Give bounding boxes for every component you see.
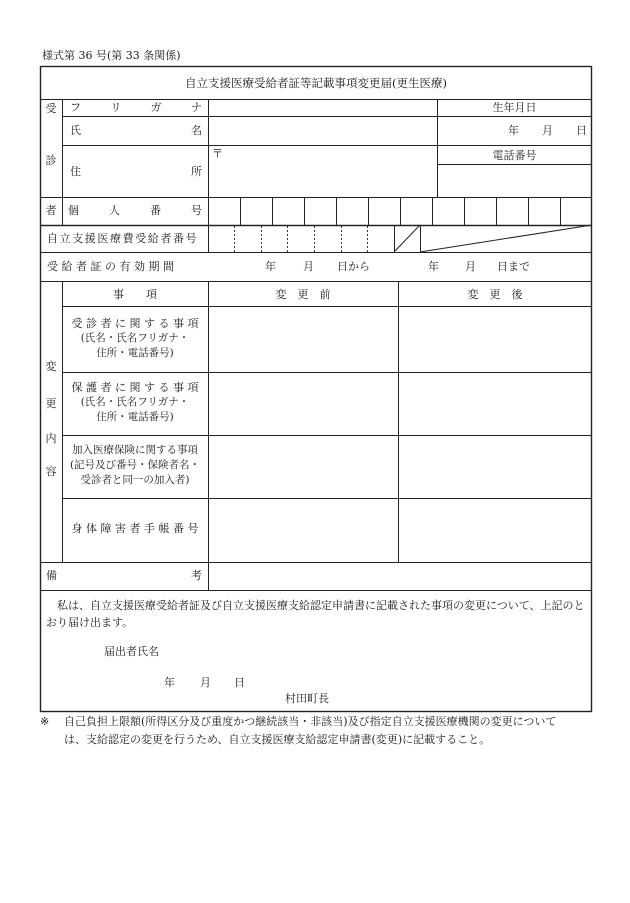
changes-group-char-4: 容 (45, 465, 57, 478)
footnote (40, 713, 596, 749)
phone-field[interactable] (438, 165, 591, 197)
change-before-insurance-field[interactable] (209, 436, 398, 498)
furigana-field[interactable] (209, 100, 437, 116)
validity-to-month: 月 (465, 260, 476, 273)
change-item-guardian-line3: 住所・電話番号) (96, 411, 174, 423)
change-after-patient-field[interactable] (399, 307, 591, 372)
change-item-insurance-line3: 受診者と同一の加入者) (80, 474, 190, 486)
patient-group-char-2: 診 (45, 154, 57, 167)
col-header-item: 事 項 (113, 288, 157, 301)
footnote-line2: は、支給認定の変更を行うため、自立支援医療支給認定申請書(変更)に記載すること。 (64, 733, 491, 747)
patient-group-char-3: 者 (45, 204, 57, 217)
sign-day-label: 日 (234, 676, 245, 689)
dob-month-label: 月 (542, 124, 553, 137)
col-header-before: 変 更 前 (275, 288, 331, 301)
individual-number-field[interactable] (209, 198, 591, 225)
change-item-patient-line1: 受 診 者 に 関 す る 事 項 (71, 317, 199, 330)
change-item-guardian-line1: 保 護 者 に 関 す る 事 項 (71, 381, 199, 394)
recipient-number-label: 自立支援医療費受給者番号 (47, 232, 199, 245)
footnote-mark: ※ (40, 715, 50, 728)
address-label: 住 所 (70, 165, 202, 178)
change-before-patient-field[interactable] (209, 307, 398, 372)
change-item-patient-line3: 住所・電話番号) (96, 347, 174, 359)
declaration-text: 私は、自立支援医療受給者証及び自立支援医療支給認定申請書に記載された事項の変更について、上記のとおり届け出ます。 (46, 599, 585, 630)
individual-number-label: 個 人 番 号 (68, 204, 202, 217)
change-item-insurance-line2: (記号及び番号・保険者名・ (69, 459, 201, 471)
furigana-label: フ リ ガ ナ (70, 101, 202, 114)
validity-label: 受 給 者 証 の 有 効 期 間 (47, 260, 174, 273)
applicant-name-label: 届出者氏名 (104, 645, 159, 658)
change-after-insurance-field[interactable] (399, 436, 591, 498)
change-item-disability-handbook: 身 体 障 害 者 手 帳 番 号 (71, 522, 199, 535)
postal-mark: 〒 (212, 147, 223, 160)
change-item-patient-line2: (氏名・氏名フリガナ・ (80, 332, 190, 344)
dob-day-label: 日 (576, 124, 587, 137)
sign-year-label: 年 (164, 676, 175, 689)
patient-group-char-1: 受 (45, 102, 57, 115)
phone-label: 電話番号 (492, 149, 537, 162)
validity-from-day: 日から (337, 260, 370, 273)
address-field[interactable] (209, 146, 437, 197)
validity-from-year: 年 (265, 260, 276, 273)
name-label: 氏 名 (70, 124, 202, 137)
footnote-line1: 自己負担上限額(所得区分及び重度かつ継続該当・非該当)及び指定自立支援医療機関の変更について (64, 715, 557, 728)
remarks-field[interactable] (209, 563, 591, 590)
mayor-addressee: 村田町長 (285, 692, 329, 705)
validity-from-month: 月 (303, 260, 314, 273)
changes-group-char-3: 内 (45, 432, 57, 445)
changes-group-char-1: 変 (45, 360, 57, 373)
validity-to-year: 年 (428, 260, 439, 273)
remarks-label: 備 考 (46, 569, 202, 582)
applicant-name-field[interactable] (170, 640, 470, 662)
change-item-insurance-line1: 加入医療保険に関する事項 (72, 444, 198, 456)
change-before-guardian-field[interactable] (209, 373, 398, 435)
change-before-disability-field[interactable] (209, 499, 398, 562)
recipient-number-field[interactable] (209, 226, 394, 252)
validity-to-day: 日まで (497, 260, 530, 273)
name-field[interactable] (209, 117, 437, 145)
change-after-disability-field[interactable] (399, 499, 591, 562)
dob-year-label: 年 (508, 124, 519, 137)
form-number: 様式第 36 号(第 33 条関係) (42, 49, 181, 62)
dob-label: 生年月日 (492, 101, 537, 114)
form-title: 自立支援医療受給者証等記載事項変更届(更生医療) (185, 76, 447, 90)
col-header-after: 変 更 後 (467, 288, 523, 301)
sign-month-label: 月 (200, 676, 211, 689)
changes-group-char-2: 更 (45, 397, 57, 410)
change-after-guardian-field[interactable] (399, 373, 591, 435)
change-item-guardian-line2: (氏名・氏名フリガナ・ (80, 396, 190, 408)
